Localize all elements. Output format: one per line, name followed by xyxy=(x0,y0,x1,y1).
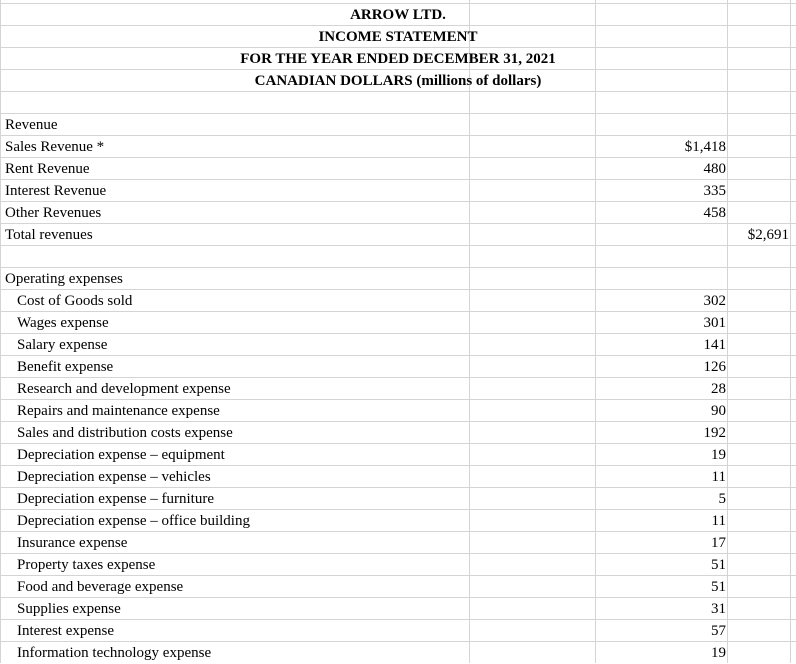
operating-expenses-heading: Operating expenses xyxy=(5,271,123,287)
revenue-item-label: Interest Revenue xyxy=(5,183,107,199)
expense-item-label: Property taxes expense xyxy=(17,557,156,573)
expense-item-label: Wages expense xyxy=(17,315,109,331)
statement-currency: CANADIAN DOLLARS (millions of dollars) xyxy=(254,73,542,89)
expense-item-value: 28 xyxy=(711,381,726,397)
statement-title: INCOME STATEMENT xyxy=(318,29,478,45)
expense-item-label: Sales and distribution costs expense xyxy=(17,425,233,441)
expense-item-value: 11 xyxy=(711,513,726,529)
expense-item-label: Cost of Goods sold xyxy=(17,293,133,309)
expense-item-value: 301 xyxy=(703,315,726,331)
expense-item-value: 51 xyxy=(711,579,726,595)
revenue-item-value: 458 xyxy=(703,205,726,221)
statement-period: FOR THE YEAR ENDED DECEMBER 31, 2021 xyxy=(240,51,556,67)
expense-item-value: 17 xyxy=(711,535,726,551)
expense-item-label: Supplies expense xyxy=(17,601,121,617)
expense-item-value: 192 xyxy=(703,425,726,441)
revenue-item-label: Rent Revenue xyxy=(5,161,90,177)
expense-item-value: 19 xyxy=(711,645,726,661)
expense-item-label: Interest expense xyxy=(17,623,115,639)
expense-item-label: Depreciation expense – vehicles xyxy=(17,469,211,485)
expense-item-label: Food and beverage expense xyxy=(17,579,184,595)
expense-item-value: 5 xyxy=(718,491,726,507)
revenue-item-value: 335 xyxy=(703,183,726,199)
revenue-item-value: $1,418 xyxy=(684,139,726,155)
expense-item-value: 90 xyxy=(711,403,726,419)
expense-item-label: Insurance expense xyxy=(17,535,128,551)
grid-line-vertical xyxy=(727,0,728,663)
total-revenues-label: Total revenues xyxy=(5,227,93,243)
expense-item-label: Research and development expense xyxy=(17,381,231,397)
expense-item-value: 57 xyxy=(711,623,726,639)
expense-item-label: Salary expense xyxy=(17,337,108,353)
expense-item-value: 51 xyxy=(711,557,726,573)
revenue-item-label: Sales Revenue * xyxy=(5,139,105,155)
company-name: ARROW LTD. xyxy=(350,7,446,23)
grid-line-vertical xyxy=(790,0,791,663)
expense-item-label: Depreciation expense – office building xyxy=(17,513,250,529)
expense-item-value: 11 xyxy=(711,469,726,485)
expense-item-label: Information technology expense xyxy=(17,645,212,661)
expense-item-label: Repairs and maintenance expense xyxy=(17,403,220,419)
grid-line-horizontal xyxy=(0,113,796,114)
total-revenues-value: $2,691 xyxy=(747,227,789,243)
revenue-heading: Revenue xyxy=(5,117,58,133)
grid-line-horizontal xyxy=(0,245,796,246)
expense-item-value: 126 xyxy=(703,359,726,375)
revenue-item-value: 480 xyxy=(703,161,726,177)
revenue-item-label: Other Revenues xyxy=(5,205,102,221)
expense-item-label: Depreciation expense – equipment xyxy=(17,447,225,463)
grid-line-vertical xyxy=(469,0,470,663)
expense-item-value: 31 xyxy=(711,601,726,617)
expense-item-value: 19 xyxy=(711,447,726,463)
expense-item-value: 141 xyxy=(703,337,726,353)
expense-item-label: Depreciation expense – furniture xyxy=(17,491,214,507)
expense-item-label: Benefit expense xyxy=(17,359,114,375)
grid-line-vertical xyxy=(0,0,1,663)
expense-item-value: 302 xyxy=(703,293,726,309)
